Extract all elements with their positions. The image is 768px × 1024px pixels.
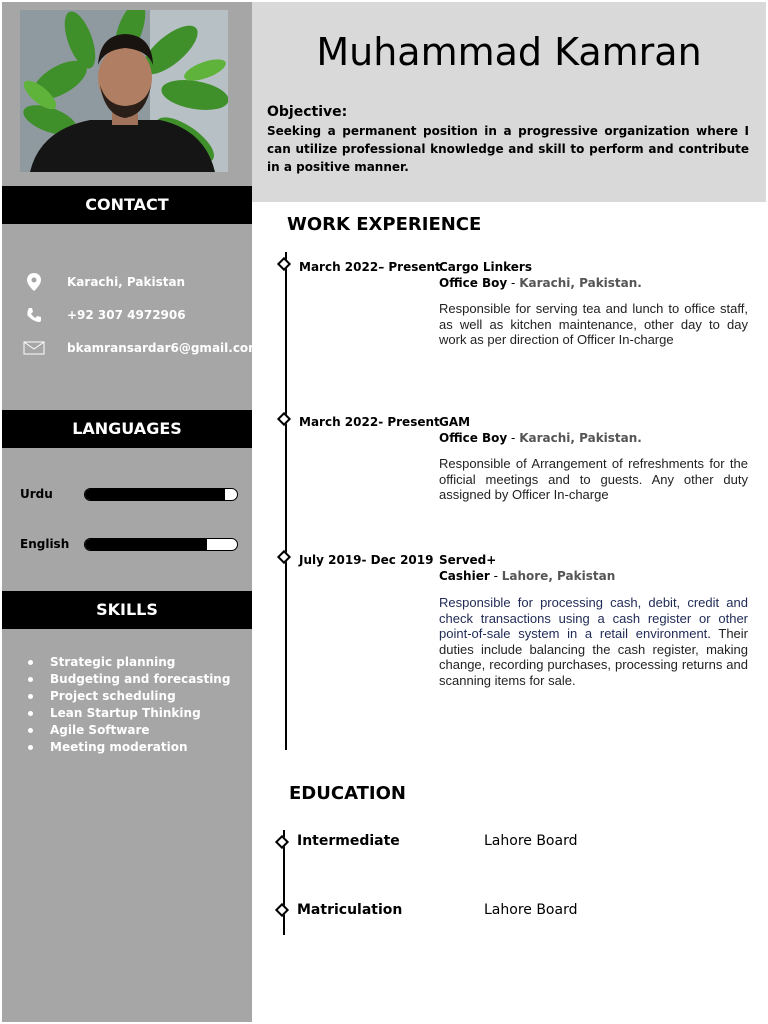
email-icon — [22, 338, 46, 358]
job-company: Served+ — [439, 553, 497, 567]
contact-location — [22, 272, 185, 292]
job-description-part: Their duties include balancing the cash register, making change, recording purchases, processing returns and scanning items for sale. — [439, 626, 748, 688]
phone-icon — [22, 305, 46, 325]
work-timeline — [285, 252, 287, 750]
timeline-marker — [277, 257, 291, 271]
skill-item: Lean Startup Thinking — [28, 705, 230, 722]
skill-item: Project scheduling — [28, 688, 230, 705]
skills-list — [28, 654, 230, 756]
timeline-marker — [275, 903, 289, 917]
language-level-bar — [84, 488, 238, 501]
education-title: EDUCATION — [289, 783, 406, 804]
education-degree: Matriculation — [297, 902, 403, 918]
language-english — [20, 537, 238, 551]
job-role: Cashier — [439, 569, 490, 583]
education-degree: Intermediate — [297, 833, 400, 849]
job-role-line: Office Boy - Karachi, Pakistan. — [439, 276, 642, 290]
job-company: Cargo Linkers — [439, 260, 532, 274]
timeline-marker — [277, 550, 291, 564]
job-location: Lahore, Pakistan — [501, 569, 616, 583]
job-date: March 2022– Present — [299, 260, 441, 274]
job-description — [439, 595, 748, 688]
skill-item: Strategic planning — [28, 654, 230, 671]
skills-heading: SKILLS — [2, 591, 252, 629]
job-description: Responsible of Arrangement of refreshments for the official meetings and to guests. Any other duty assigned by Officer In-charge — [439, 456, 748, 502]
education-board: Lahore Board — [484, 833, 578, 849]
job-role-line: Cashier - Lahore, Pakistan — [439, 569, 616, 583]
job-location: Karachi, Pakistan. — [519, 431, 642, 445]
person-name: Muhammad Kamran — [316, 30, 702, 74]
timeline-marker — [275, 835, 289, 849]
job-date: July 2019- Dec 2019 — [299, 553, 434, 567]
job-date: March 2022- Present — [299, 415, 440, 429]
language-name: English — [20, 537, 70, 551]
phone-text: +92 307 4972906 — [67, 308, 186, 322]
header — [252, 2, 766, 202]
job-description: Responsible for serving tea and lunch to office staff, as well as kitchen maintenance, other day to day work as per direction of Officer In-charge — [439, 301, 748, 347]
location-text: Karachi, Pakistan — [67, 275, 186, 289]
job-description-part: Responsible for processing cash, debit, credit and check transactions using a cash register or other point-of-sale system in a retail environment. — [439, 595, 748, 641]
language-urdu — [20, 487, 238, 501]
language-level-bar — [84, 538, 238, 551]
skill-item: Agile Software — [28, 722, 230, 739]
job-location: Karachi, Pakistan. — [519, 276, 642, 290]
objective-text: Seeking a permanent position in a progressive organization where I can utilize professional knowledge and skill to perform and contribute in a positive manner. — [267, 124, 749, 174]
sidebar — [2, 2, 261, 1022]
profile-photo — [20, 10, 228, 172]
location-pin-icon — [22, 272, 46, 292]
contact-heading: CONTACT — [2, 186, 252, 224]
language-name: Urdu — [20, 487, 53, 501]
job-role-line: Office Boy - Karachi, Pakistan. — [439, 431, 642, 445]
job-company: GAM — [439, 415, 471, 429]
skill-item: Budgeting and forecasting — [28, 671, 230, 688]
contact-email — [22, 338, 261, 358]
education-board: Lahore Board — [484, 902, 578, 918]
job-role: Office Boy — [439, 276, 508, 290]
objective-title: Objective: — [267, 104, 348, 120]
languages-heading: LANGUAGES — [2, 410, 252, 448]
timeline-marker — [277, 412, 291, 426]
email-text[interactable]: bkamransardar6@gmail.com — [67, 341, 261, 355]
job-role: Office Boy — [439, 431, 508, 445]
work-experience-title: WORK EXPERIENCE — [287, 214, 482, 235]
contact-phone — [22, 305, 186, 325]
skill-item: Meeting moderation — [28, 739, 230, 756]
